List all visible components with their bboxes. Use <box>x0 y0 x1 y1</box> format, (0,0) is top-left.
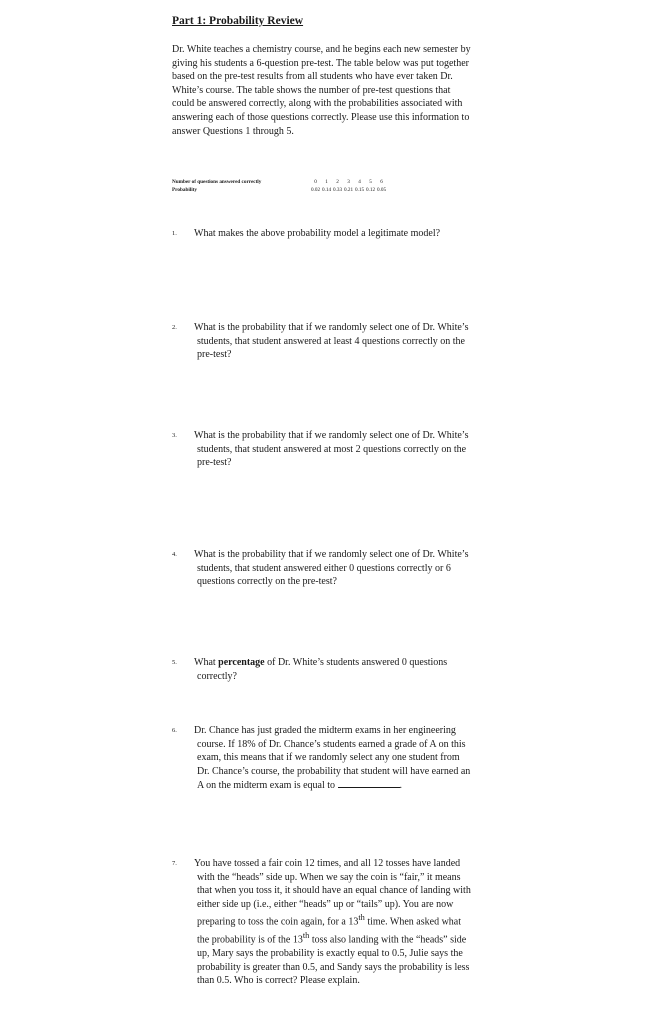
table-cell: 0.02 <box>310 187 321 193</box>
question-5 <box>172 656 472 683</box>
question-text-start: What <box>194 657 219 668</box>
question-number: 4. <box>172 551 177 558</box>
question-2 <box>172 321 472 362</box>
question-text-part-2: time. When asked what the probability is of the 13 <box>197 916 462 946</box>
table-cell: 5 <box>369 179 372 185</box>
question-number: 6. <box>172 727 177 734</box>
question-text: What is the probability that if we randomly select one of Dr. White’s students, that student answered at most 2 questions correctly on the pre-test? <box>194 430 469 469</box>
question-text-end: . <box>399 780 403 792</box>
question-text-main: Dr. Chance has just graded the midterm exams in her engineering course. If 18% of Dr. Chance’s students earned a grade of A on this exam, this means that if we randomly select any one student from Dr. Chance’s course, the probability that student will have earned an A on the midterm exam is equal to <box>194 725 471 792</box>
question-number: 5. <box>172 659 177 666</box>
question-number: 3. <box>172 432 177 439</box>
question-text <box>194 656 472 683</box>
question-7 <box>172 857 472 988</box>
table-cell: 0.14 <box>321 187 332 193</box>
question-text-part-1: You have tossed a fair coin 12 times, and all 12 tosses have landed with the “heads” side up. When we say the coin is “fair,” it means that when you toss it, it should have an equal chance of landing with either side up (i.e., either “heads” up or “tails” up). You are now preparing to toss the coin again, for a 13 <box>194 858 471 928</box>
table-cell: 0.05 <box>376 187 387 193</box>
question-3 <box>172 429 472 470</box>
question-text-part-3: toss also landing with the “heads” side up, Mary says the probability is exactly equal to 0.5, Julie says the probability is greater than 0.5, and Sandy says the probability is less than 0.5. Who is correct? Please explain. <box>197 934 470 987</box>
table-cell: 1 <box>325 179 328 185</box>
question-number: 2. <box>172 324 177 331</box>
table-cell: 0.12 <box>365 187 376 193</box>
question-text: What makes the above probability model a legitimate model? <box>194 228 441 239</box>
answer-blank[interactable] <box>338 778 400 788</box>
table-row-probabilities <box>172 186 387 194</box>
question-number: 7. <box>172 860 177 867</box>
table-cell: 2 <box>336 179 339 185</box>
table-cell: 0.21 <box>343 187 354 193</box>
table-cell: 0 <box>314 179 317 185</box>
table-cell: 3 <box>347 179 350 185</box>
question-number: 1. <box>172 230 177 237</box>
question-text <box>194 857 472 988</box>
table-row-counts <box>172 178 387 186</box>
ordinal-suffix: th <box>302 931 310 941</box>
question-4 <box>172 548 472 589</box>
question-text: What is the probability that if we randomly select one of Dr. White’s students, that student answered either 0 questions correctly or 6 questions correctly on the pre-test? <box>194 549 469 588</box>
question-text <box>194 724 472 793</box>
table-row-label-counts: Number of questions answered correctly <box>172 179 262 185</box>
table-cell: 4 <box>358 179 361 185</box>
table-cell: 0.33 <box>332 187 343 193</box>
table-row-label-probability: Probability <box>172 187 197 193</box>
table-cell: 0.15 <box>354 187 365 193</box>
ordinal-suffix: th <box>358 913 365 923</box>
question-6 <box>172 724 472 793</box>
intro-paragraph: Dr. White teaches a chemistry course, and he begins each new semester by giving his students a 6-question pre-test. The table below was put together based on the pre-test results from all students who have ever taken Dr. White’s course. The table shows the number of pre-test questions that could be answered correctly, along with the probabilities associated with answering each of those questions correctly. Please use this information to answer Questions 1 through 5. <box>172 44 471 137</box>
question-1 <box>172 227 472 241</box>
question-text: What is the probability that if we randomly select one of Dr. White’s students, that student answered at least 4 questions correctly on the pre-test? <box>194 322 469 361</box>
emphasis-word: percentage <box>218 657 265 668</box>
section-heading: Part 1: Probability Review <box>172 15 304 27</box>
question-text-end: of Dr. White’s students answered 0 questions correctly? <box>197 657 448 682</box>
table-cell: 6 <box>380 179 383 185</box>
probability-table <box>172 178 387 194</box>
